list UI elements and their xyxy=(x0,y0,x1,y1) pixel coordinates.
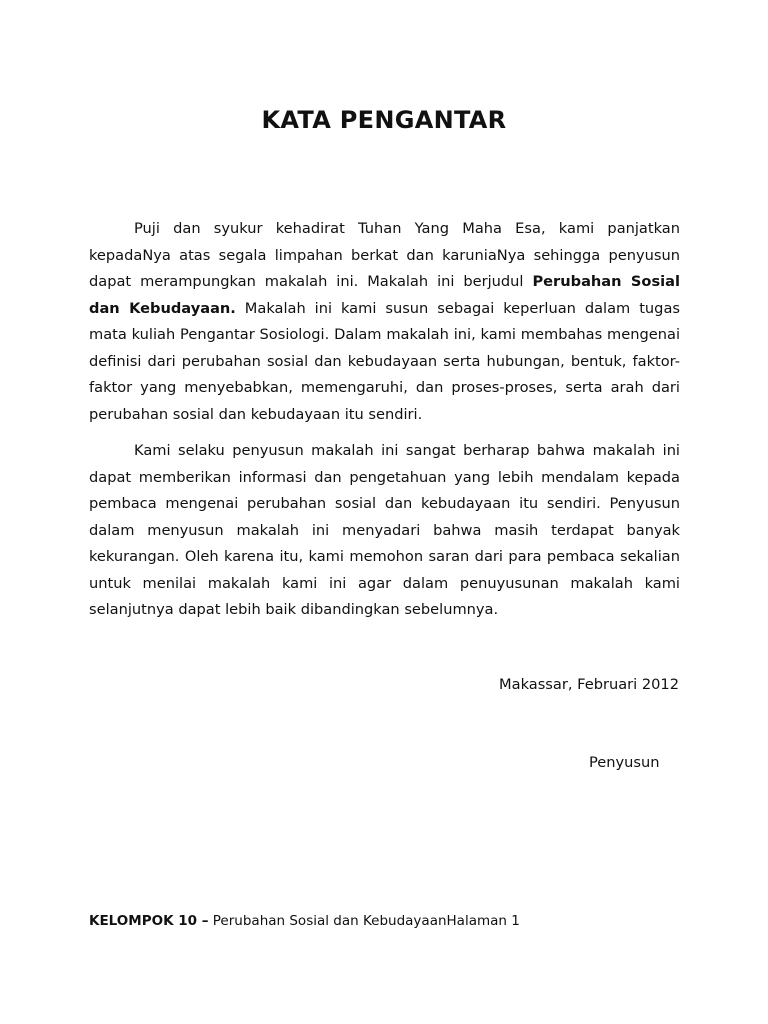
page-footer xyxy=(89,913,520,929)
paragraph-1 xyxy=(89,216,680,428)
body-text xyxy=(89,216,680,634)
page-title: KATA PENGANTAR xyxy=(261,106,507,134)
author-signature: Penyusun xyxy=(589,754,660,771)
footer-subject: Perubahan Sosial dan Kebudayaan xyxy=(208,913,447,929)
footer-page-number: Halaman 1 xyxy=(446,913,520,929)
place-date: Makassar, Februari 2012 xyxy=(499,676,679,693)
paragraph-1-text-start: Puji dan syukur kehadirat Tuhan Yang Maha Esa, kami panjatkan kepadaNya atas segala limpahan berkat dan karuniaNya sehingga penyusun dapat merampungkan makalah ini. Makalah ini berjudul xyxy=(89,220,680,290)
paragraph-2: Kami selaku penyusun makalah ini sangat berharap bahwa makalah ini dapat memberikan informasi dan pengetahuan yang lebih mendalam kepada pembaca mengenai perubahan sosial dan kebudayaan itu sendiri. Penyusun dalam menyusun makalah ini menyadari bahwa masih terdapat banyak kekurangan. Oleh karena itu, kami memohon saran dari para pembaca sekalian untuk menilai makalah kami ini agar dalam penuyusunan makalah kami selanjutnya dapat lebih baik dibandingkan sebelumnya. xyxy=(89,442,680,618)
footer-group: KELOMPOK 10 – xyxy=(89,913,209,929)
paper-title-bold: Perubahan Sosial dan Kebudayaan. xyxy=(89,273,680,317)
paragraph-1-text-end: Makalah ini kami susun sebagai keperluan dalam tugas mata kuliah Pengantar Sosiologi. Dalam makalah ini, kami membahas mengenai definisi dari perubahan sosial dan kebudayaan serta hubungan, bentuk, faktor-faktor yang menyebabkan, memengaruhi, dan proses-proses, serta arah dari perubahan sosial dan kebudayaan itu sendiri. xyxy=(89,299,680,423)
